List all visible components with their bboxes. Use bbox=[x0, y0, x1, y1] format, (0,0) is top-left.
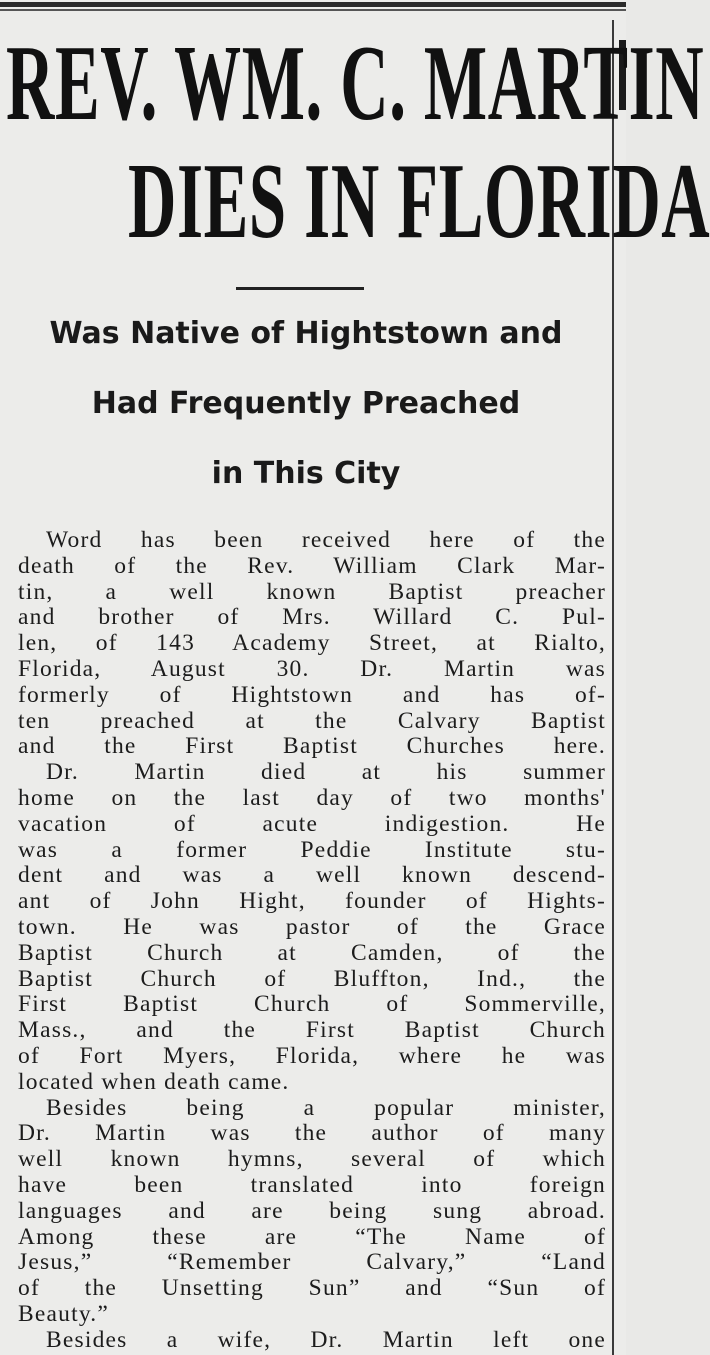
text-line: town. He was pastor of the Grace bbox=[18, 913, 606, 940]
text-line: and brother of Mrs. Willard C. Pul- bbox=[18, 604, 606, 631]
text-line: Besides a wife, Dr. Martin left one bbox=[46, 1326, 606, 1353]
text-line: dent and was a well known descend- bbox=[18, 862, 606, 889]
headline-line-1: REV. WM. C. MARTIN bbox=[6, 24, 705, 143]
paragraph-3 bbox=[18, 1096, 606, 1328]
text-line: located when death came. bbox=[18, 1068, 290, 1095]
text-line: languages and are being sung abroad. bbox=[18, 1197, 606, 1224]
text-line: Baptist Church at Camden, of the bbox=[18, 939, 606, 966]
text-line: have been translated into foreign bbox=[18, 1171, 606, 1198]
text-line: vacation of acute indigestion. He bbox=[18, 810, 606, 837]
text-line: Besides being a popular minister, bbox=[46, 1094, 606, 1121]
deck-line-2: Had Frequently Preached bbox=[91, 386, 521, 421]
text-line: len, of 143 Academy Street, at Rialto, bbox=[18, 630, 606, 657]
headline-divider bbox=[236, 287, 364, 290]
text-line: tin, a well known Baptist preacher bbox=[18, 578, 606, 605]
top-rule-thin bbox=[0, 9, 626, 11]
text-line: Dr. Martin was the author of many bbox=[18, 1120, 606, 1147]
paragraph-1 bbox=[18, 528, 606, 760]
text-line: death of the Rev. William Clark Mar- bbox=[18, 552, 606, 579]
text-line: home on the last day of two months' bbox=[18, 784, 606, 811]
deck-line-3: in This City bbox=[211, 456, 401, 491]
article-body bbox=[18, 528, 606, 1354]
text-line: Florida, August 30. Dr. Martin was bbox=[18, 655, 606, 682]
text-line: formerly of Hightstown and has of- bbox=[18, 681, 606, 708]
text-line: Dr. Martin died at his summer bbox=[46, 759, 606, 786]
text-line: of the Unsetting Sun” and “Sun of bbox=[18, 1275, 606, 1302]
top-rule bbox=[0, 2, 626, 7]
text-line: Baptist Church of Bluffton, Ind., the bbox=[18, 965, 606, 992]
text-line: well known hymns, several of which bbox=[18, 1146, 606, 1173]
text-line: Beauty.” bbox=[18, 1300, 109, 1327]
text-line: ten preached at the Calvary Baptist bbox=[18, 707, 606, 734]
paragraph-4-cutoff bbox=[18, 1328, 606, 1354]
text-line: and the First Baptist Churches here. bbox=[18, 733, 606, 760]
text-line: of Fort Myers, Florida, where he was bbox=[18, 1042, 606, 1069]
text-line: Among these are “The Name of bbox=[18, 1223, 606, 1250]
text-line: First Baptist Church of Sommerville, bbox=[18, 991, 606, 1018]
text-line: Jesus,” “Remember Calvary,” “Land bbox=[18, 1249, 606, 1276]
paragraph-2 bbox=[18, 760, 606, 1095]
text-line: Mass., and the First Baptist Church bbox=[18, 1017, 606, 1044]
headline-line-2: DIES IN FLORIDA bbox=[128, 142, 710, 261]
deck-line-1: Was Native of Hightstown and bbox=[49, 316, 563, 351]
text-line: ant of John Hight, founder of Hights- bbox=[18, 888, 606, 915]
text-line: Word has been received here of the bbox=[46, 527, 606, 553]
text-line: was a former Peddie Institute stu- bbox=[18, 836, 606, 863]
